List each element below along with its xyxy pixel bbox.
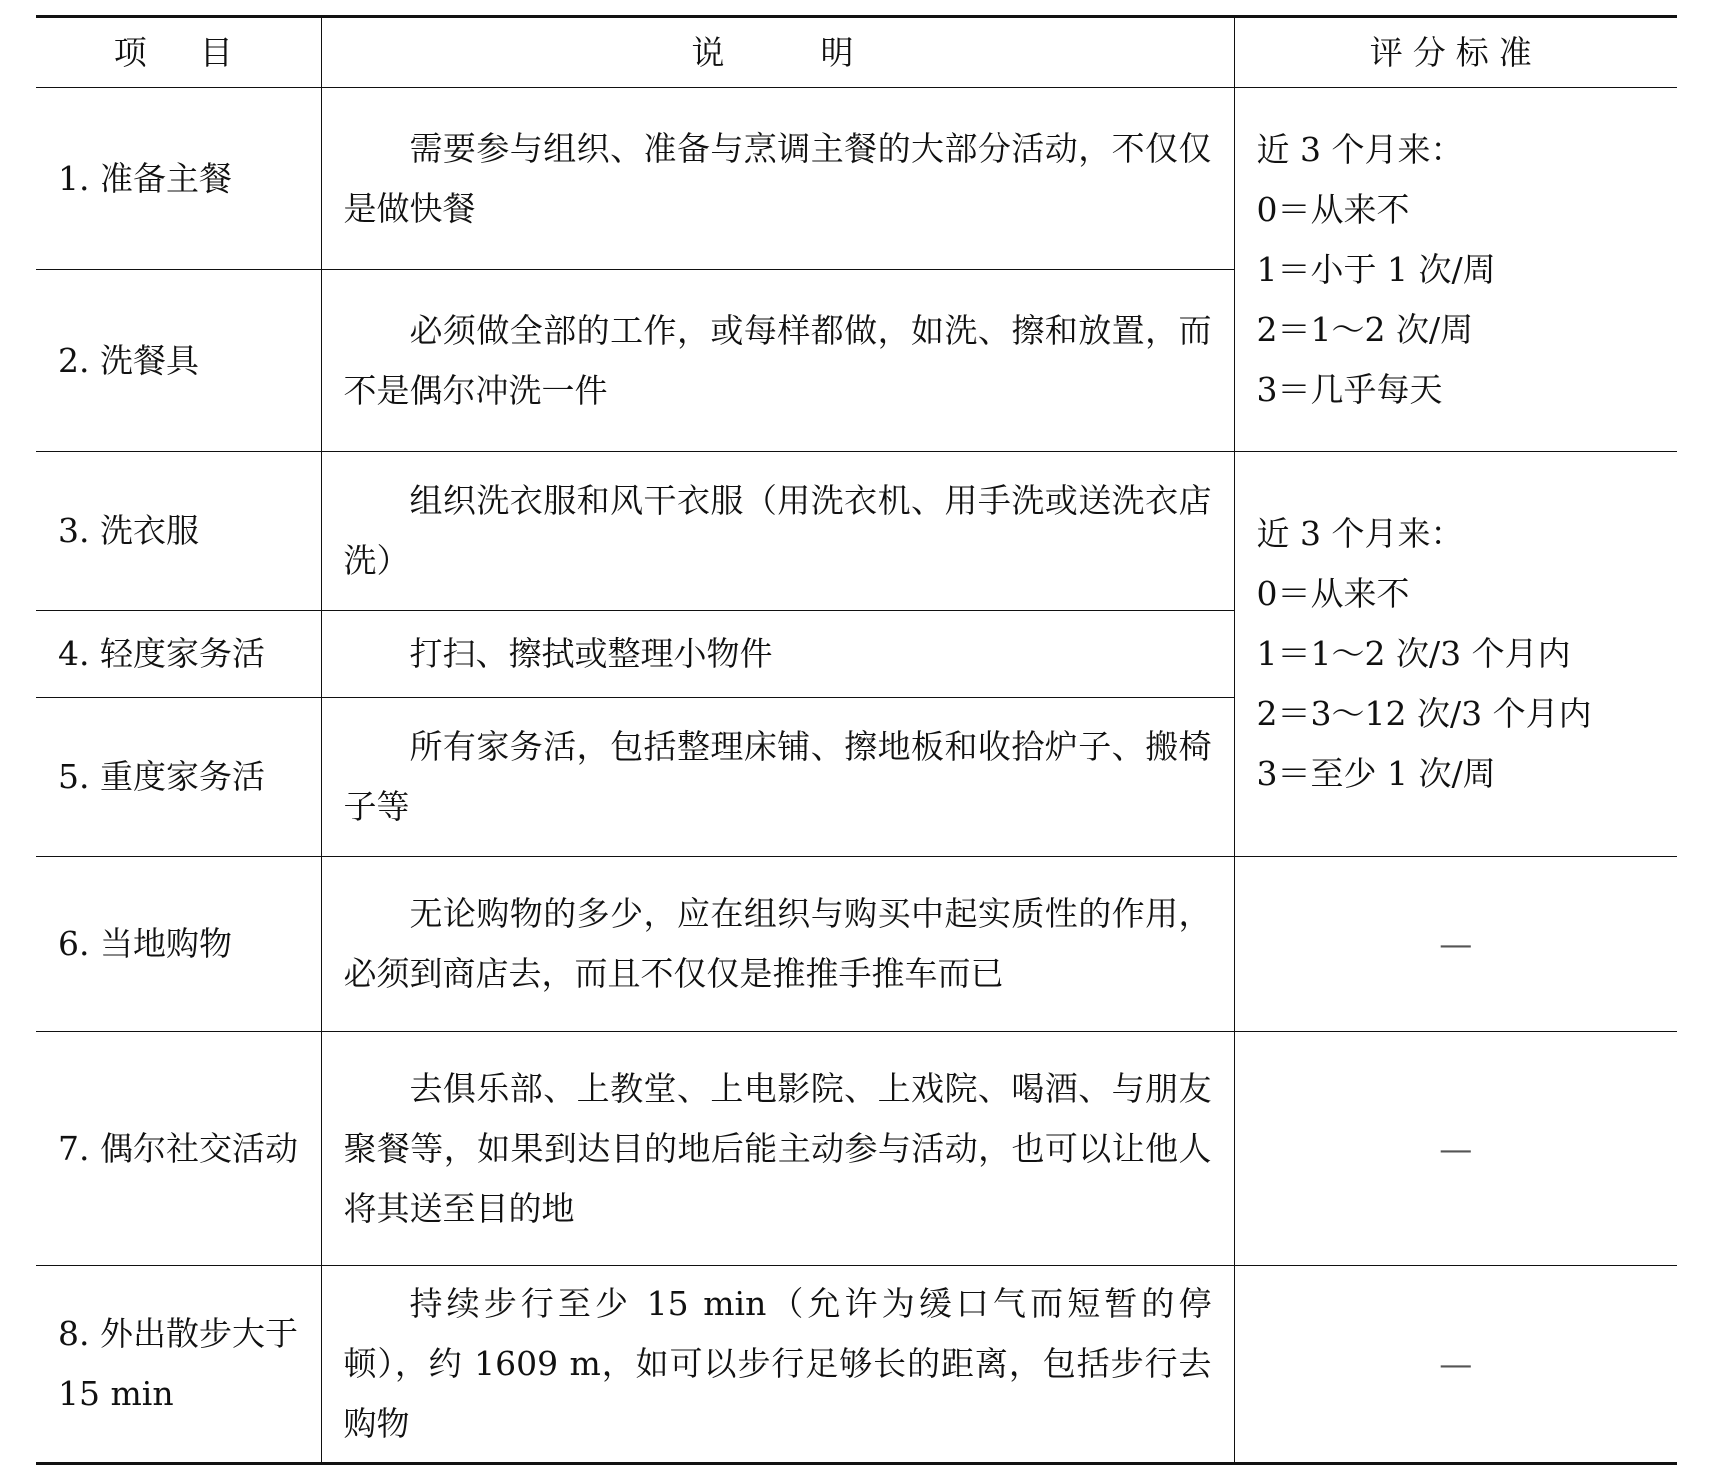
criteria-line: 0＝从来不 (1256, 574, 1410, 613)
activity-table (36, 15, 1677, 1465)
criteria-dash: — (1439, 1344, 1473, 1383)
criteria-line: 1＝小于 1 次/周 (1256, 249, 1496, 289)
table-row (36, 88, 1677, 270)
activity-table-page (36, 15, 1677, 1465)
row-item: 3. 洗衣服 (36, 452, 321, 611)
table-header-row (36, 17, 1677, 88)
criteria-line: 3＝至少 1 次/周 (1256, 754, 1496, 793)
row-criteria-dash (1234, 857, 1677, 1032)
criteria-line: 0＝从来不 (1256, 189, 1410, 229)
header-criteria: 评分标准 (1234, 17, 1677, 88)
criteria-line: 2＝3～12 次/3 个月内 (1256, 694, 1592, 733)
row-description: 持续步行至少 15 min（允许为缓口气而短暂的停顿），约 1609 m，如可以步行足够长的距离，包括步行去购物 (321, 1266, 1234, 1464)
criteria-dash: — (1439, 1128, 1473, 1168)
criteria-line: 近 3 个月来： (1256, 514, 1464, 553)
row-item: 2. 洗餐具 (36, 270, 321, 452)
row-description: 需要参与组织、准备与烹调主餐的大部分活动，不仅仅是做快餐 (321, 88, 1234, 270)
row-item: 1. 准备主餐 (36, 88, 321, 270)
row-criteria-dash (1234, 1032, 1677, 1266)
row-item: 5. 重度家务活 (36, 698, 321, 857)
criteria-line: 2＝1～2 次/周 (1256, 309, 1474, 349)
header-item: 项 目 (113, 32, 243, 72)
row-description: 组织洗衣服和风干衣服（用洗衣机、用手洗或送洗衣店洗） (321, 452, 1234, 611)
criteria-line: 近 3 个月来： (1256, 129, 1464, 169)
row-criteria-dash (1234, 1266, 1677, 1464)
criteria-group-2 (1234, 452, 1677, 857)
row-item: 6. 当地购物 (36, 857, 321, 1032)
criteria-line: 1＝1～2 次/3 个月内 (1256, 634, 1571, 673)
table-row (36, 857, 1677, 1032)
row-description: 无论购物的多少，应在组织与购买中起实质性的作用，必须到商店去，而且不仅仅是推推手推车而已 (321, 857, 1234, 1032)
header-description: 说 明 (321, 17, 1234, 88)
row-item: 4. 轻度家务活 (36, 611, 321, 698)
row-description: 去俱乐部、上教堂、上电影院、上戏院、喝酒、与朋友聚餐等，如果到达目的地后能主动参与活动，也可以让他人将其送至目的地 (321, 1032, 1234, 1266)
table-row (36, 1032, 1677, 1266)
table-row (36, 1266, 1677, 1464)
table-row (36, 452, 1677, 611)
criteria-group-1 (1234, 88, 1677, 452)
row-description: 必须做全部的工作，或每样都做，如洗、擦和放置，而不是偶尔冲洗一件 (321, 270, 1234, 452)
criteria-line: 3＝几乎每天 (1256, 369, 1443, 409)
row-description: 打扫、擦拭或整理小物件 (321, 611, 1234, 698)
row-item: 7. 偶尔社交活动 (36, 1032, 321, 1266)
row-description: 所有家务活，包括整理床铺、擦地板和收拾炉子、搬椅子等 (321, 698, 1234, 857)
row-item: 8. 外出散步大于 15 min (36, 1266, 321, 1464)
criteria-dash: — (1439, 924, 1473, 963)
